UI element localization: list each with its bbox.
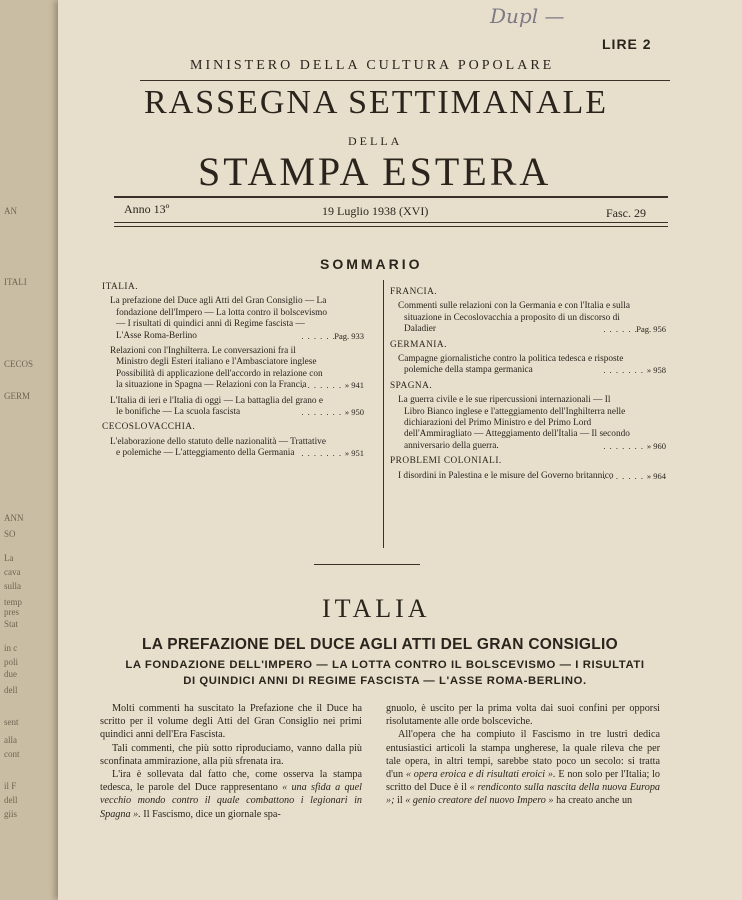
underlying-text-fragment: cont bbox=[4, 749, 20, 759]
toc-right-column bbox=[390, 287, 666, 486]
toc-entry-text: La prefazione del Duce agli Atti del Gran Consiglio — La fondazione dell'Impero — La lotta contro il bolscevismo — I risultati di quindici anni di Regime fascista — L'Asse Roma-Berlino bbox=[110, 296, 328, 341]
toc-entry bbox=[102, 396, 364, 419]
issue-number: Fasc. 29 bbox=[606, 206, 646, 220]
toc-section-title: GERMANIA. bbox=[390, 339, 447, 350]
toc-entry bbox=[390, 471, 666, 482]
underlying-text-fragment: dell bbox=[4, 685, 18, 695]
toc-divider bbox=[383, 280, 384, 548]
underlying-text-fragment: temp bbox=[4, 597, 22, 607]
toc-section-title: SPAGNA. bbox=[390, 380, 433, 391]
toc-entry bbox=[390, 354, 666, 377]
underlying-text-fragment: poli bbox=[4, 657, 19, 667]
toc-entry-text: L'elaborazione dello statuto delle nazionalità — Trattative e polemiche — L'atteggiamento della Germania bbox=[110, 436, 326, 459]
toc-page-number: » 964 bbox=[646, 470, 666, 481]
toc-page-number: Pag. 956 bbox=[636, 324, 666, 335]
article-subheadline-1: LA FONDAZIONE DELL'IMPERO — LA LOTTA CONTRO IL BOLSCEVISMO — I RISULTATI bbox=[125, 659, 645, 671]
rule-meta-2 bbox=[114, 226, 668, 227]
price-label: LIRE 2 bbox=[602, 36, 652, 52]
toc-entry bbox=[102, 296, 364, 342]
underlying-text-fragment: cava bbox=[4, 567, 21, 577]
toc-page-number: » 958 bbox=[646, 365, 666, 376]
underlying-text-fragment: sent bbox=[4, 717, 19, 727]
toc-leader-dots: . . . . . . . bbox=[603, 470, 644, 481]
rule-top bbox=[140, 80, 670, 81]
underlying-text-fragment: pres bbox=[4, 607, 19, 617]
underlying-text-fragment: La bbox=[4, 553, 14, 563]
sommario-heading: SOMMARIO bbox=[320, 256, 423, 272]
toc-leader-dots: . . . . . . . bbox=[301, 448, 342, 459]
toc-leader-dots: . . . . . . . bbox=[301, 407, 342, 418]
toc-section-title: ITALIA. bbox=[102, 282, 139, 292]
underlying-text-fragment: ITALI bbox=[4, 277, 27, 287]
underlying-text-fragment: CECOS bbox=[4, 359, 34, 369]
toc-leader-dots: . . . . . . . bbox=[301, 330, 342, 341]
toc-page-number: » 951 bbox=[344, 448, 364, 459]
paragraph: gnuolo, è uscito per la prima volta dai suoi confini per opporsi risolutamente alle orde bolsceviche. bbox=[386, 703, 660, 728]
underlying-text-fragment: in c bbox=[4, 643, 18, 653]
underlying-text-fragment: ANN bbox=[4, 513, 24, 523]
toc-section-title: PROBLEMI COLONIALI. bbox=[390, 456, 502, 467]
rule-masthead bbox=[114, 196, 668, 198]
article-subheadline-2: DI QUINDICI ANNI DI REGIME FASCISTA — L'ASSE ROMA-BERLINO. bbox=[183, 675, 587, 687]
underlying-text-fragment: il F bbox=[4, 781, 17, 791]
toc-section-title: FRANCIA. bbox=[390, 287, 438, 297]
toc-leader-dots: . . . . . . . bbox=[603, 324, 644, 335]
toc-entry-text: Campagne giornalistiche contro la politica tedesca e risposte polemiche della stampa germanica bbox=[398, 354, 624, 376]
underlying-text-fragment: SO bbox=[4, 529, 16, 539]
underlying-text-fragment: alla bbox=[4, 735, 17, 745]
paragraph: Tali commenti, che più sotto riproduciamo, vanno dalla più sconfinata ammirazione, alla più sfrenata ira. bbox=[100, 742, 362, 767]
toc-leader-dots: . . . . . . . bbox=[301, 380, 342, 391]
underlying-text-fragment: dell bbox=[4, 795, 18, 805]
newspaper-page bbox=[58, 0, 742, 900]
article-column-right bbox=[386, 702, 660, 808]
issue-year: Anno 13º bbox=[124, 202, 170, 216]
underlying-text-fragment: due bbox=[4, 669, 17, 679]
toc-page-number: Pag. 933 bbox=[334, 330, 364, 341]
toc-entry bbox=[102, 437, 364, 460]
rule-toc-end bbox=[314, 564, 420, 565]
underlying-text-fragment: giis bbox=[4, 809, 18, 819]
ministry-name: MINISTERO DELLA CULTURA POPOLARE bbox=[190, 58, 555, 73]
toc-entry-text: L'Italia di ieri e l'Italia di oggi — La battaglia del grano e le bonifiche — La scuola fascista bbox=[110, 395, 323, 418]
article-column-left bbox=[100, 702, 362, 821]
paragraph: L'ira è sollevata dal fatto che, come osserva la stampa tedesca, le parole del Duce rappresentano « una sfida a quel vecchio mondo contro il quale combattono i legionari in Spagna ». Il Fascismo, dice un giornale spa- bbox=[100, 769, 363, 820]
section-title: ITALIA bbox=[322, 594, 431, 623]
toc-entry bbox=[390, 301, 666, 335]
masthead-della: DELLA bbox=[348, 134, 403, 148]
toc-section-title: CECOSLOVACCHIA. bbox=[102, 422, 196, 433]
article-headline: LA PREFAZIONE DEL DUCE AGLI ATTI DEL GRAN CONSIGLIO bbox=[141, 636, 618, 653]
issue-date: 19 Luglio 1938 (XVI) bbox=[322, 204, 429, 218]
rule-meta-1 bbox=[114, 222, 668, 223]
masthead-line2: STAMPA ESTERA bbox=[198, 149, 552, 194]
toc-entry-text: Commenti sulle relazioni con la Germania e con l'Italia e sulla situazione in Cecoslovacchia a proposito di un discorso di Daladier bbox=[398, 301, 630, 335]
toc-entry-text: Relazioni con l'Inghilterra. Le conversazioni fra il Ministro degli Esteri italiano e l'Ambasciatore inglese Possibilità di applicazione dell'accordo in relazione con la situazione in Spagna — Relazioni con la Francia bbox=[110, 346, 323, 391]
toc-page-number: » 960 bbox=[646, 440, 666, 451]
underlying-text-fragment: Stat bbox=[4, 619, 19, 629]
toc-leader-dots: . . . . . . . bbox=[603, 365, 644, 376]
toc-page-number: » 950 bbox=[344, 407, 364, 418]
toc-leader-dots: . . . . . . . bbox=[603, 440, 644, 451]
masthead-line1: RASSEGNA SETTIMANALE bbox=[144, 84, 609, 121]
underlying-text-fragment: GERM bbox=[4, 391, 31, 401]
toc-entry-text: I disordini in Palestina e le misure del Governo britannico bbox=[398, 470, 614, 481]
toc-entry bbox=[390, 395, 666, 452]
underlying-text-fragment: sulla bbox=[4, 581, 21, 591]
toc-entry-text: La guerra civile e le sue ripercussioni internazionali — Il Libro Bianco inglese e l'atteggiamento dell'Inghilterra nelle dichiarazioni del Primo Ministro e del Primo Lord dell'Ammiragliato — Atteggiamento dell'Italia — Il secondo anniversario della guerra. bbox=[398, 395, 630, 451]
toc-entry bbox=[102, 346, 364, 392]
paragraph: Molti commenti ha suscitato la Prefazione che il Duce ha scritto per il volume degli Atti del Gran Consiglio nei primi quindici anni dell'Era Fascista. bbox=[100, 703, 362, 741]
toc-left-column bbox=[102, 282, 364, 464]
paragraph: All'opera che ha compiuto il Fascismo in tre lustri dedica entusiastici articoli la stampa ungherese, la quale rileva che per tale opera, in altri tempi, sarebbe stato poco un secolo: si tratta d'un « opera eroica e di risultati eroici ». E non solo per l'Italia; lo scritto del Duce è il « rendiconto sulla nascita della nuova Europa »; il « genio creatore del nuovo Impero » ha creato anche un bbox=[386, 729, 661, 807]
handwritten-note: Dupl — bbox=[490, 4, 565, 28]
toc-page-number: » 941 bbox=[344, 380, 364, 391]
underlying-text-fragment: AN bbox=[4, 206, 17, 216]
